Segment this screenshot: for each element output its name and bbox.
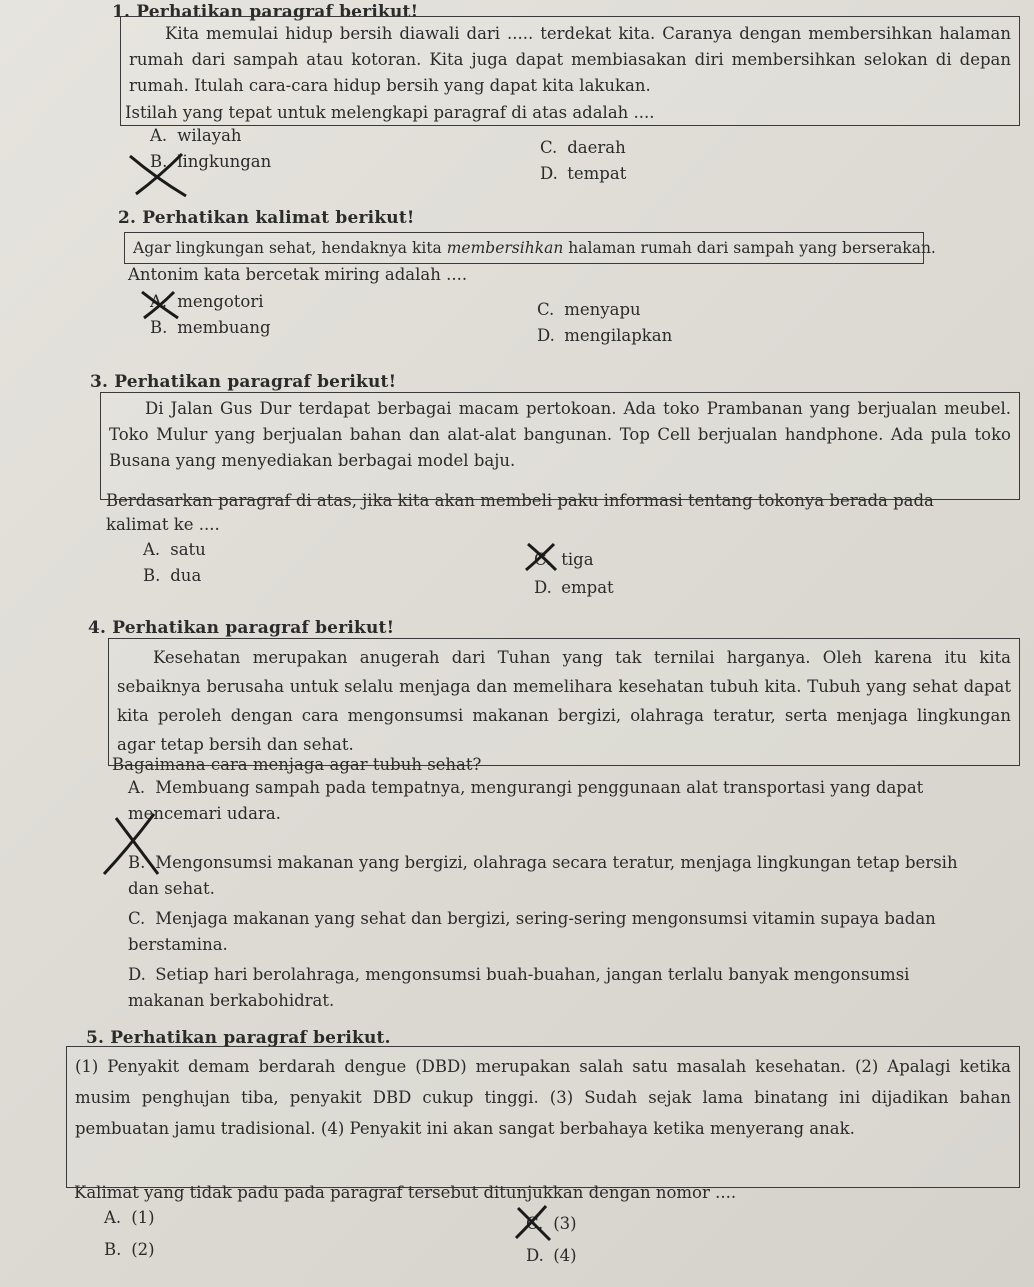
q3-prompt-line1: Berdasarkan paragraf di atas, jika kita akan membeli paku informasi tentang tokonya berada pada: [106, 491, 934, 510]
q3-heading: 3. Perhatikan paragraf berikut!: [90, 372, 397, 392]
q3-option-b[interactable]: B. dua: [143, 566, 202, 585]
q1-heading: 1. Perhatikan paragraf berikut!: [112, 2, 419, 22]
q4-paragraph: Kesehatan merupakan anugerah dari Tuhan yang tak ternilai harganya. Oleh karena itu kita sebaiknya berusaha untuk selalu menjaga dan memelihara kesehatan tubuh kita. Tubuh yang sehat dapat kita peroleh dengan cara mengonsumsi makanan bergizi, olahraga teratur, serta menjaga lingkungan agar tetap bersih dan sehat.: [117, 648, 1011, 754]
q5-option-b[interactable]: B. (2): [104, 1240, 155, 1259]
q5-prompt: Kalimat yang tidak padu pada paragraf tersebut ditunjukkan dengan nomor ....: [74, 1183, 737, 1202]
q5-heading: 5. Perhatikan paragraf berikut.: [86, 1028, 391, 1048]
q2-sentence-box: [124, 232, 936, 264]
q3-option-a[interactable]: A. satu: [143, 540, 206, 559]
q2-sentence-start: Agar lingkungan sehat, hendaknya kita: [133, 239, 442, 257]
q2-sentence-end: halaman rumah dari sampah yang berserakan.: [568, 239, 936, 257]
q2-option-a[interactable]: A. mengotori: [150, 292, 264, 311]
q2-italic-word: membersihkan: [446, 239, 564, 257]
q1-option-d[interactable]: D. tempat: [540, 164, 627, 183]
q1-option-a[interactable]: A. wilayah: [150, 126, 242, 145]
q4-prompt: Bagaimana cara menjaga agar tubuh sehat?: [112, 755, 482, 774]
q4-option-a[interactable]: A. Membuang sampah pada tempatnya, mengurangi penggunaan alat transportasi yang dapat mencemari udara.: [128, 778, 924, 823]
q1-prompt: Istilah yang tepat untuk melengkapi paragraf di atas adalah ....: [125, 103, 655, 122]
q5-option-c[interactable]: C. (3): [526, 1214, 577, 1233]
q1-option-b[interactable]: B. lingkungan: [150, 152, 272, 171]
q3-option-c[interactable]: C. tiga: [534, 550, 594, 569]
q2-prompt: Antonim kata bercetak miring adalah ....: [128, 265, 468, 284]
q5-option-d[interactable]: D. (4): [526, 1246, 577, 1265]
q5-paragraph-box: [66, 1046, 1020, 1188]
q3-paragraph-box: [100, 392, 1020, 500]
q5-option-a[interactable]: A. (1): [104, 1208, 155, 1227]
q4-option-c[interactable]: C. Menjaga makanan yang sehat dan bergizi, sering-sering mengonsumsi vitamin supaya badan berstamina.: [128, 909, 936, 954]
q3-option-d[interactable]: D. empat: [534, 578, 614, 597]
q4-heading: 4. Perhatikan paragraf berikut!: [88, 618, 395, 638]
q1-option-c[interactable]: C. daerah: [540, 138, 626, 157]
q4-paragraph-box: [108, 638, 1020, 766]
q2-option-c[interactable]: C. menyapu: [537, 300, 641, 319]
q2-option-b[interactable]: B. membuang: [150, 318, 271, 337]
q4-option-d[interactable]: D. Setiap hari berolahraga, mengonsumsi buah-buahan, jangan terlalu banyak mengonsumsi makanan berkabohidrat.: [128, 965, 910, 1010]
q5-paragraph: (1) Penyakit demam berdarah dengue (DBD) merupakan salah satu masalah kesehatan. (2) Apalagi ketika musim penghujan tiba, penyakit DBD cukup tinggi. (3) Sudah sejak lama binatang ini dijadikan bahan pembuatan jamu tradisional. (4) Penyakit ini akan sangat berbahaya ketika menyerang anak.: [75, 1057, 1011, 1138]
q3-paragraph: Di Jalan Gus Dur terdapat berbagai macam pertokoan. Ada toko Prambanan yang berjualan meubel. Toko Mulur yang berjualan bahan dan alat-alat bangunan. Top Cell berjualan handphone. Ada pula toko Busana yang menyediakan berbagai model baju.: [109, 399, 1011, 470]
q1-paragraph: Kita memulai hidup bersih diawali dari ..... terdekat kita. Caranya dengan membersihkan halaman rumah dari sampah atau kotoran. Kita juga dapat membiasakan diri membersihkan selokan di depan rumah. Itulah cara-cara hidup bersih yang dapat kita lakukan.: [129, 24, 1011, 95]
q4-option-b[interactable]: B. Mengonsumsi makanan yang bergizi, olahraga secara teratur, menjaga lingkungan tetap bersih dan sehat.: [128, 853, 958, 898]
q3-prompt-line2: kalimat ke ....: [106, 515, 220, 534]
q2-option-d[interactable]: D. mengilapkan: [537, 326, 673, 345]
q2-heading: 2. Perhatikan kalimat berikut!: [118, 208, 415, 228]
